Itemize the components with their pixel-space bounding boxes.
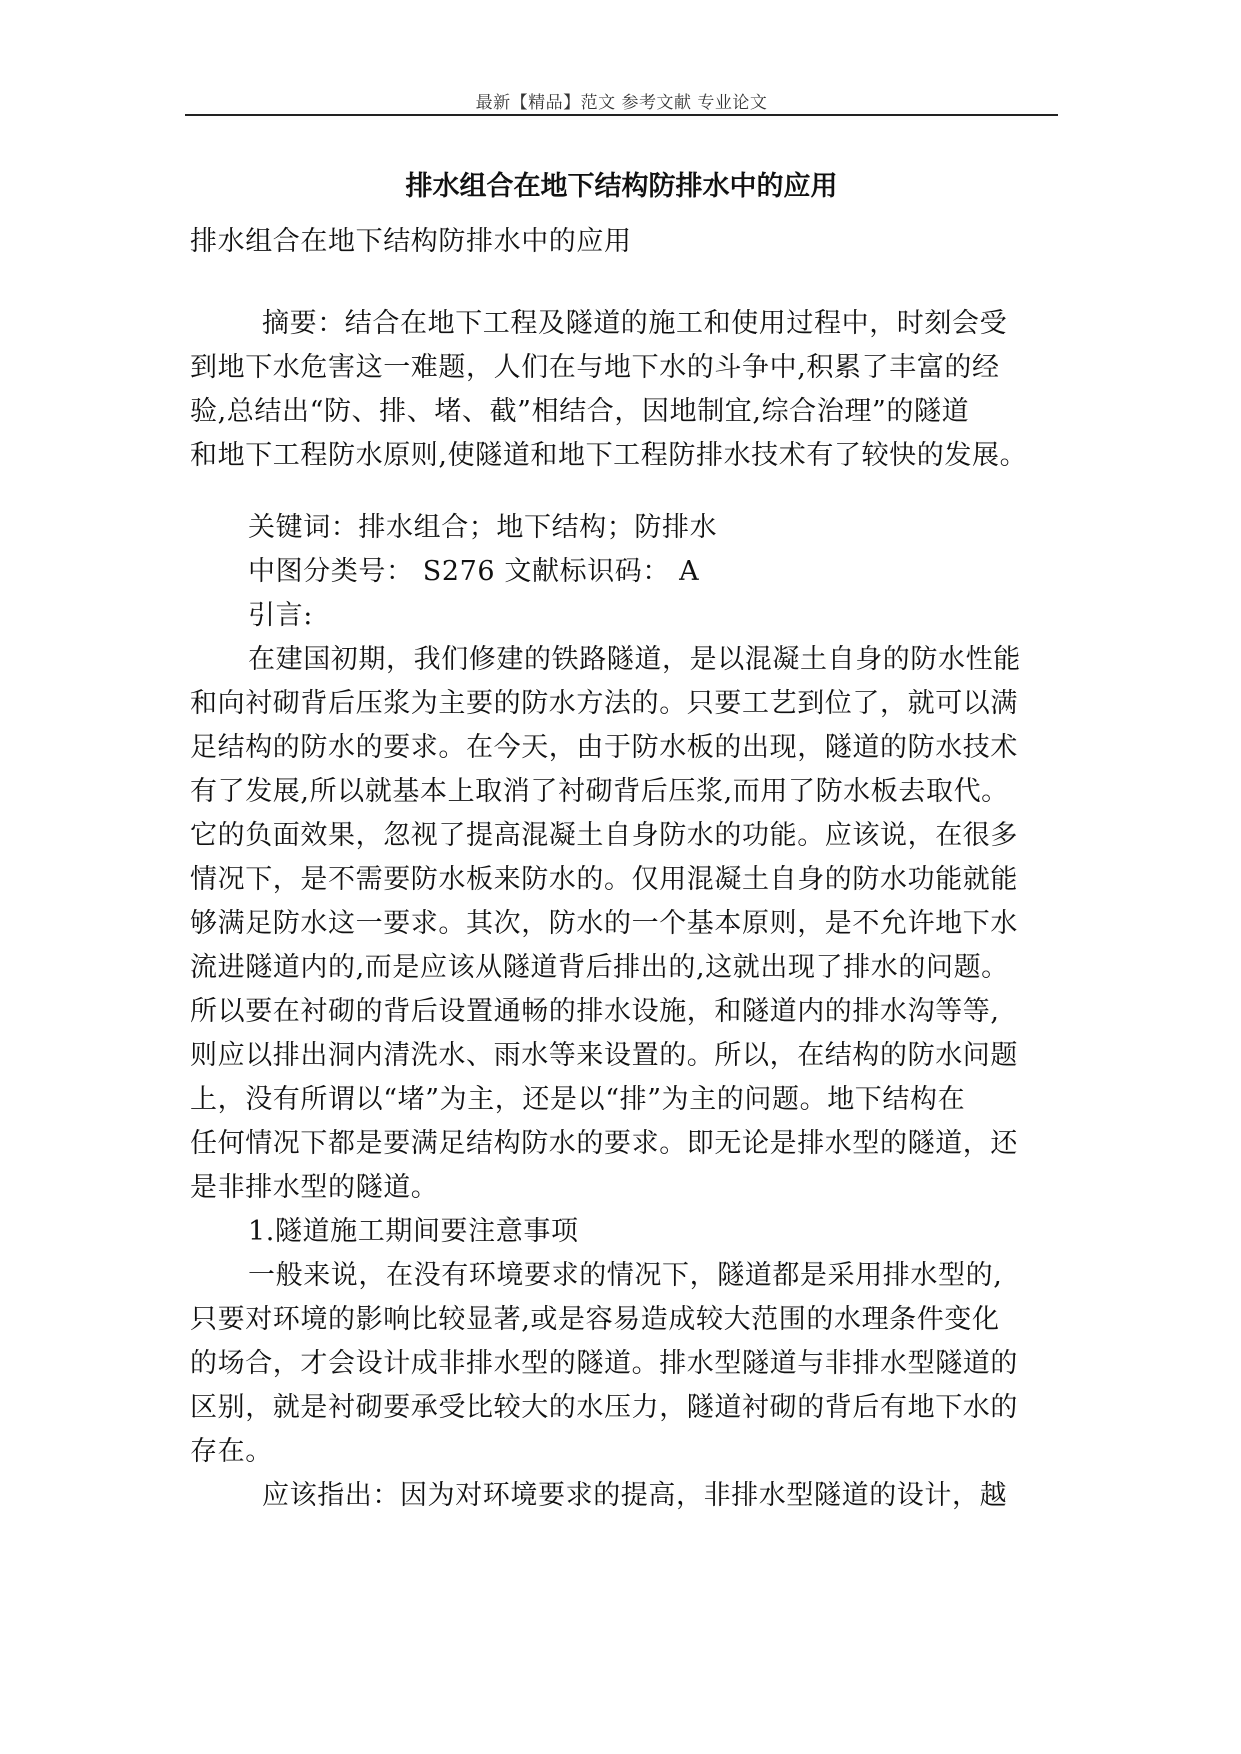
intro-line: 是非排水型的隧道。 xyxy=(190,1172,439,1203)
intro-heading: 引言: xyxy=(248,600,313,631)
intro-line: 有了发展,所以就基本上取消了衬砌背后压浆,而用了防水板去取代。 xyxy=(190,776,1009,807)
subtitle: 排水组合在地下结构防排水中的应用 xyxy=(190,226,632,257)
intro-line: 情况下，是不需要防水板来防水的。仅用混凝土自身的防水功能就能 xyxy=(190,864,1018,895)
header-divider xyxy=(185,114,1058,116)
section-line: 只要对环境的影响比较显著,或是容易造成较大范围的水理条件变化 xyxy=(190,1304,1000,1335)
keywords-line: 关键词：排水组合；地下结构；防排水 xyxy=(248,512,718,543)
spacer xyxy=(190,264,1058,302)
document-body xyxy=(190,220,1058,1518)
intro-line: 上，没有所谓以“堵”为主，还是以“排”为主的问题。地下结构在 xyxy=(190,1084,966,1115)
abstract-line: 和地下工程防水原则,使隧道和地下工程防排水技术有了较快的发展。 xyxy=(190,440,1028,471)
continuation-line: 应该指出：因为对环境要求的提高，非排水型隧道的设计，越 xyxy=(262,1480,1008,1511)
document-title: 排水组合在地下结构防排水中的应用 xyxy=(405,171,838,202)
intro-line: 足结构的防水的要求。在今天，由于防水板的出现，隧道的防水技术 xyxy=(190,732,1018,763)
spacer xyxy=(190,478,1058,506)
intro-line: 和向衬砌背后压浆为主要的防水方法的。只要工艺到位了，就可以满 xyxy=(190,688,1018,719)
section-line: 区别，就是衬砌要承受比较大的水压力，隧道衬砌的背后有地下水的 xyxy=(190,1392,1018,1423)
intro-line: 任何情况下都是要满足结构防水的要求。即无论是排水型的隧道，还 xyxy=(190,1128,1018,1159)
abstract-line: 到地下水危害这一难题，人们在与地下水的斗争中,积累了丰富的经 xyxy=(190,352,1000,383)
abstract-line: 摘要：结合在地下工程及隧道的施工和使用过程中，时刻会受 xyxy=(262,308,1008,339)
intro-line: 流进隧道内的,而是应该从隧道背后排出的,这就出现了排水的问题。 xyxy=(190,952,1009,983)
intro-line: 则应以排出洞内清洗水、雨水等来设置的。所以，在结构的防水问题 xyxy=(190,1040,1018,1071)
section-line: 的场合，才会设计成非排水型的隧道。排水型隧道与非排水型隧道的 xyxy=(190,1348,1018,1379)
classification-line: 中图分类号： S276 文献标识码： A xyxy=(248,556,700,587)
section-line: 存在。 xyxy=(190,1436,273,1467)
intro-line: 所以要在衬砌的背后设置通畅的排水设施，和隧道内的排水沟等等, xyxy=(190,996,1000,1027)
section-heading: 1.隧道施工期间要注意事项 xyxy=(248,1216,579,1247)
intro-line: 它的负面效果，忽视了提高混凝土自身防水的功能。应该说，在很多 xyxy=(190,820,1018,851)
intro-line: 够满足防水这一要求。其次，防水的一个基本原则，是不允许地下水 xyxy=(190,908,1018,939)
page-header: 最新【精品】范文 参考文献 专业论文 xyxy=(475,93,768,113)
section-line: 一般来说，在没有环境要求的情况下，隧道都是采用排水型的, xyxy=(248,1260,1003,1291)
intro-line: 在建国初期，我们修建的铁路隧道，是以混凝土自身的防水性能 xyxy=(248,644,1021,675)
abstract-line: 验,总结出“防、排、堵、截”相结合，因地制宜,综合治理”的隧道 xyxy=(190,396,970,427)
